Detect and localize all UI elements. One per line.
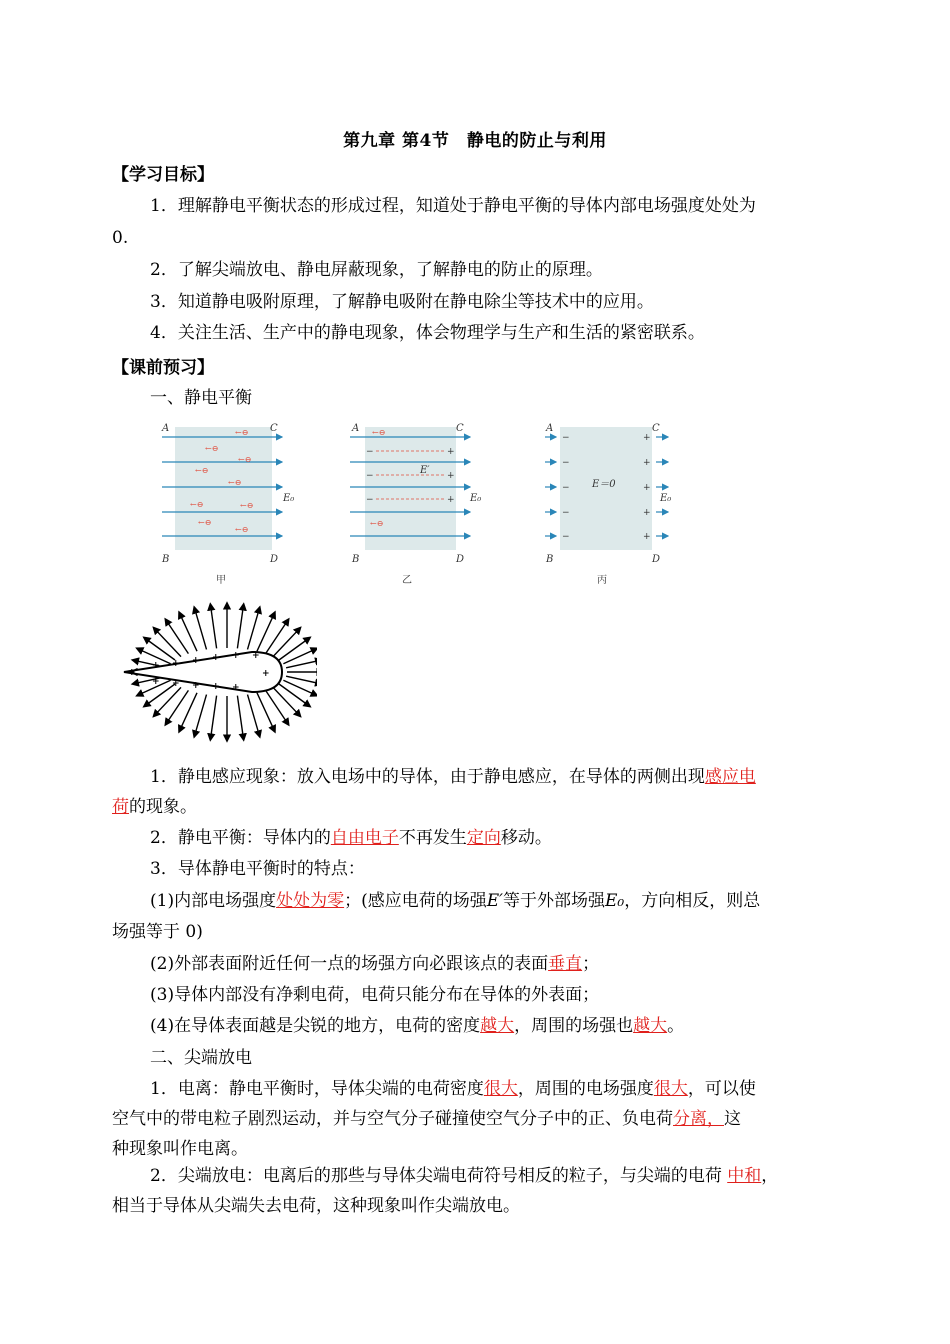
minus-mark: − [366, 471, 374, 481]
para-ionization: 1．电离：静电平衡时，导体尖端的电荷密度很大，周围的电场强度很大，可以使 [150, 1079, 756, 1099]
plus-mark: + [152, 677, 160, 687]
caption-bing: 丙 [597, 575, 607, 586]
caption-jia: 甲 [216, 575, 226, 586]
equilibrium-figure [150, 415, 690, 590]
field-line [154, 687, 181, 715]
label-b: B [546, 554, 554, 565]
field-line [237, 605, 243, 648]
field-line [145, 638, 175, 660]
field-line [248, 695, 260, 736]
answer-blank: 自由电子 [330, 828, 399, 848]
label-c: C [456, 423, 464, 434]
feature-4: (4)在导体表面越是尖锐的地方，电荷的密度越大，周围的场强也越大。 [150, 1016, 685, 1036]
answer-blank: 感应电 [704, 767, 756, 787]
electron-mark: ←⊖ [240, 501, 254, 510]
field-line [180, 693, 198, 731]
plus-mark: + [643, 532, 651, 542]
answer-blank: 越大 [480, 1016, 515, 1036]
answer-blank: 越大 [633, 1016, 668, 1036]
field-line [154, 628, 181, 656]
goal-item-2: 2．了解尖端放电、静电屏蔽现象，了解静电的防止的原理。 [150, 260, 603, 280]
electron-mark: ←⊖ [238, 455, 252, 464]
label-d: D [456, 554, 465, 565]
minus-mark: − [562, 483, 570, 493]
plus-mark: + [172, 679, 180, 689]
field-line [180, 613, 198, 651]
page-title: 第九章 第4节 静电的防止与利用 [343, 131, 607, 151]
field-line [279, 684, 309, 706]
plus-mark: + [172, 659, 180, 669]
plus-mark: + [262, 669, 270, 679]
feature-3: (3)导体内部没有净剩电荷，电荷只能分布在导体的外表面； [150, 985, 600, 1005]
pointed-conductor-figure [112, 600, 317, 748]
plus-mark: + [643, 433, 651, 443]
para-point-discharge: 2．尖端放电：电离后的那些与导体尖端电荷符号相反的粒子，与尖端的电荷 中和， [150, 1166, 779, 1186]
plus-mark: + [192, 656, 200, 666]
goals-heading: 【学习目标】 [112, 165, 214, 185]
feature-1-cont: 场强等于 0) [112, 922, 203, 942]
feature-1: (1)内部电场强度处处为零；(感应电荷的场强E′等于外部场强E₀，方向相反，则总 [150, 891, 761, 911]
plus-mark: + [643, 458, 651, 468]
label-d: D [270, 554, 279, 565]
electron-mark: ←⊖ [235, 428, 249, 437]
plus-mark: + [232, 683, 240, 693]
section-heading-1: 一、静电平衡 [150, 388, 252, 408]
para-ionization-cont: 空气中的带电粒子剧烈运动，并与空气分子碰撞使空气分子中的正、负电荷分离，这 [112, 1109, 741, 1129]
goal-item-1: 1．理解静电平衡状态的形成过程，知道处于静电平衡的导体内部电场强度处处为 [150, 196, 756, 216]
answer-blank: 荷 [112, 797, 129, 817]
field-line [237, 696, 243, 739]
field-line [145, 684, 175, 706]
plus-mark: + [643, 508, 651, 518]
answer-blank: 定向 [466, 828, 501, 848]
field-line [195, 695, 207, 736]
minus-mark: − [562, 433, 570, 443]
plus-mark: + [252, 651, 260, 661]
minus-mark: − [562, 458, 570, 468]
label-e0: E₀ [470, 493, 482, 504]
electron-mark: ←⊖ [190, 500, 204, 509]
para-point-discharge-cont: 相当于导体从尖端失去电荷，这种现象叫作尖端放电。 [112, 1196, 520, 1216]
figure-bing [545, 423, 671, 586]
goal-item-1-cont: 0. [112, 228, 129, 248]
answer-blank: 很大 [483, 1079, 518, 1099]
minus-mark: − [366, 495, 374, 505]
field-line [195, 608, 207, 649]
field-line [257, 693, 275, 731]
electron-mark: ←⊖ [228, 478, 242, 487]
answer-blank: 处处为零 [276, 891, 345, 911]
preview-heading: 【课前预习】 [112, 358, 214, 378]
para-induction: 1．静电感应现象：放入电场中的导体，由于静电感应，在导体的两侧出现感应电 [150, 767, 756, 787]
field-line [211, 605, 217, 648]
label-e0: E₀ [660, 493, 672, 504]
answer-blank: 很大 [653, 1079, 688, 1099]
para-ionization-cont2: 种现象叫作电离。 [112, 1139, 248, 1159]
para-equilibrium: 2．静电平衡：导体内的自由电子不再发生定向移动。 [150, 828, 552, 848]
plus-mark: + [643, 483, 651, 493]
label-b: B [162, 554, 170, 565]
electron-mark: ←⊖ [198, 518, 212, 527]
plus-mark: + [212, 682, 220, 692]
field-line [211, 696, 217, 739]
field-line [248, 608, 260, 649]
plus-mark: + [152, 661, 160, 671]
minus-mark: − [562, 508, 570, 518]
label-b: B [352, 554, 360, 565]
plus-mark: + [447, 447, 455, 457]
answer-blank: 中和 [727, 1166, 762, 1186]
figure-jia [161, 423, 294, 586]
field-line [286, 676, 317, 684]
plus-mark: + [447, 471, 455, 481]
electron-mark: ←⊖ [235, 525, 249, 534]
plus-mark: + [192, 681, 200, 691]
field-line [257, 613, 275, 651]
para-features: 3．导体静电平衡时的特点： [150, 859, 365, 879]
field-line [279, 638, 309, 660]
plus-mark: + [212, 653, 220, 663]
goal-item-4: 4．关注生活、生产中的静电现象，体会物理学与生产和生活的紧密联系。 [150, 323, 705, 343]
label-a: A [546, 423, 554, 434]
label-d: D [652, 554, 661, 565]
para-induction-cont: 荷的现象。 [112, 797, 197, 817]
label-a: A [162, 423, 170, 434]
plus-mark: + [232, 651, 240, 661]
field-line [273, 628, 300, 656]
label-a: A [352, 423, 360, 434]
minus-mark: − [562, 532, 570, 542]
electron-mark: ←⊖ [195, 466, 209, 475]
label-eprime: E′ [420, 465, 430, 476]
label-c: C [270, 423, 278, 434]
section-heading-2: 二、尖端放电 [150, 1048, 252, 1068]
feature-2: (2)外部表面附近任何一点的场强方向必跟该点的表面垂直； [150, 954, 600, 974]
electron-mark: ←⊖ [372, 428, 386, 437]
field-line [273, 687, 300, 715]
plus-mark: + [128, 668, 136, 678]
label-ezero: E＝0 [592, 479, 616, 490]
figure-yi [350, 423, 481, 586]
electron-mark: ←⊖ [370, 519, 384, 528]
label-c: C [652, 423, 660, 434]
label-e0: E₀ [283, 493, 295, 504]
caption-yi: 乙 [402, 575, 412, 586]
electron-mark: ←⊖ [205, 444, 219, 453]
minus-mark: − [366, 447, 374, 457]
plus-mark: + [447, 495, 455, 505]
answer-blank: 分离， [673, 1109, 724, 1129]
answer-blank: 垂直 [548, 954, 583, 974]
field-line [286, 660, 317, 668]
goal-item-3: 3．知道静电吸附原理，了解静电吸附在静电除尘等技术中的应用。 [150, 292, 654, 312]
